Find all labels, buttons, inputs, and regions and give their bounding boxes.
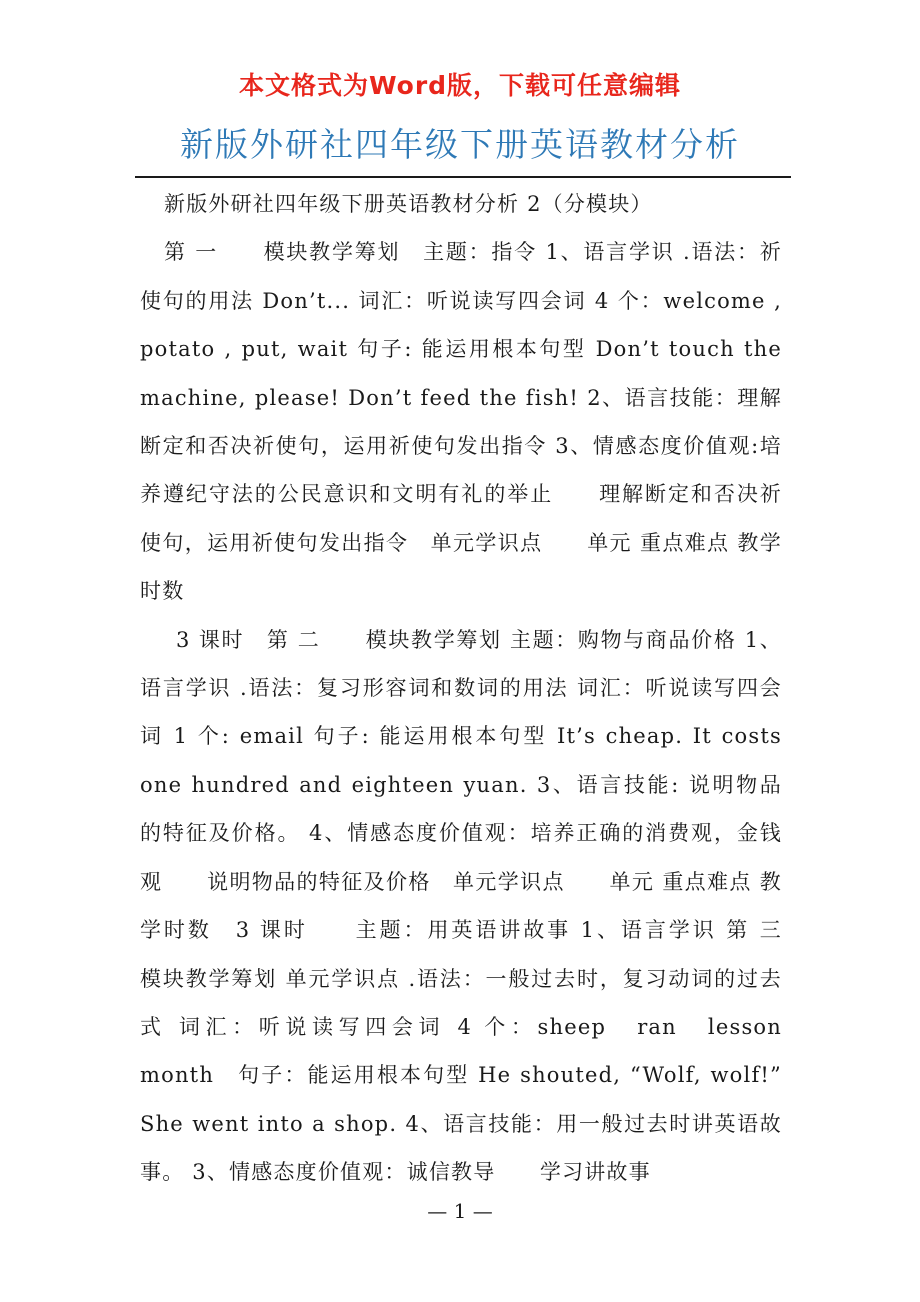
page-title: 新版外研社四年级下册英语教材分析: [180, 125, 740, 164]
body-text: [140, 180, 827, 1197]
subtitle-paragraph: 新版外研社四年级下册英语教材分析 2（分模块）: [164, 192, 653, 216]
title-divider: [135, 176, 791, 178]
page-number: — 1 —: [427, 1199, 493, 1223]
format-notice: 本文格式为Word版，下载可任意编辑: [238, 71, 682, 100]
module-2-3-paragraph: 3 课时 第 二 模块教学筹划 主题：购物与商品价格 1、语言学识 .语法：复习形容词和数词的用法 词汇：听说读写四会词 1 个: email 句子: 能运用根本句型 It’s cheap. It costs one hundred and eighteen yuan. 3、语言技能: 说明物品的特征及价格。 4、情感态度价值观：培养正确的消费观，金钱观 说明物品的特征及价格 单元学识点 单元 重点难点 教学时数 3 课时 主题：用英语讲故事 1、语言学识 第 三 模块教学筹划 单元学识点 .语法：一般过去时，复习动词的过去式 词汇：听说读写四会词 4 个：sheep ran lesson month 句子：能运用根本句型 He shouted, “Wolf, wolf!” She went into a shop. 4、语言技能：用一般过去时讲英语故事。 3、情感态度价值观：诚信教导 学习讲故事: [140, 627, 827, 1185]
module-1-paragraph: 第 一 模块教学筹划 主题：指令 1、语言学识 .语法：祈使句的用法 Don’t... 词汇：听说读写四会词 4 个：welcome , potato , put, wait 句子: 能运用根本句型 Don’t touch the machine, please! Don’t feed the fish! 2、语言技能：理解断定和否决祈使句，运用祈使句发出指令 3、情感态度价值观:培养遵纪守法的公民意识和文明有礼的举止 理解断定和否决祈使句，运用祈使句发出指令 单元学识点 单元 重点难点 教学时数: [140, 240, 782, 604]
